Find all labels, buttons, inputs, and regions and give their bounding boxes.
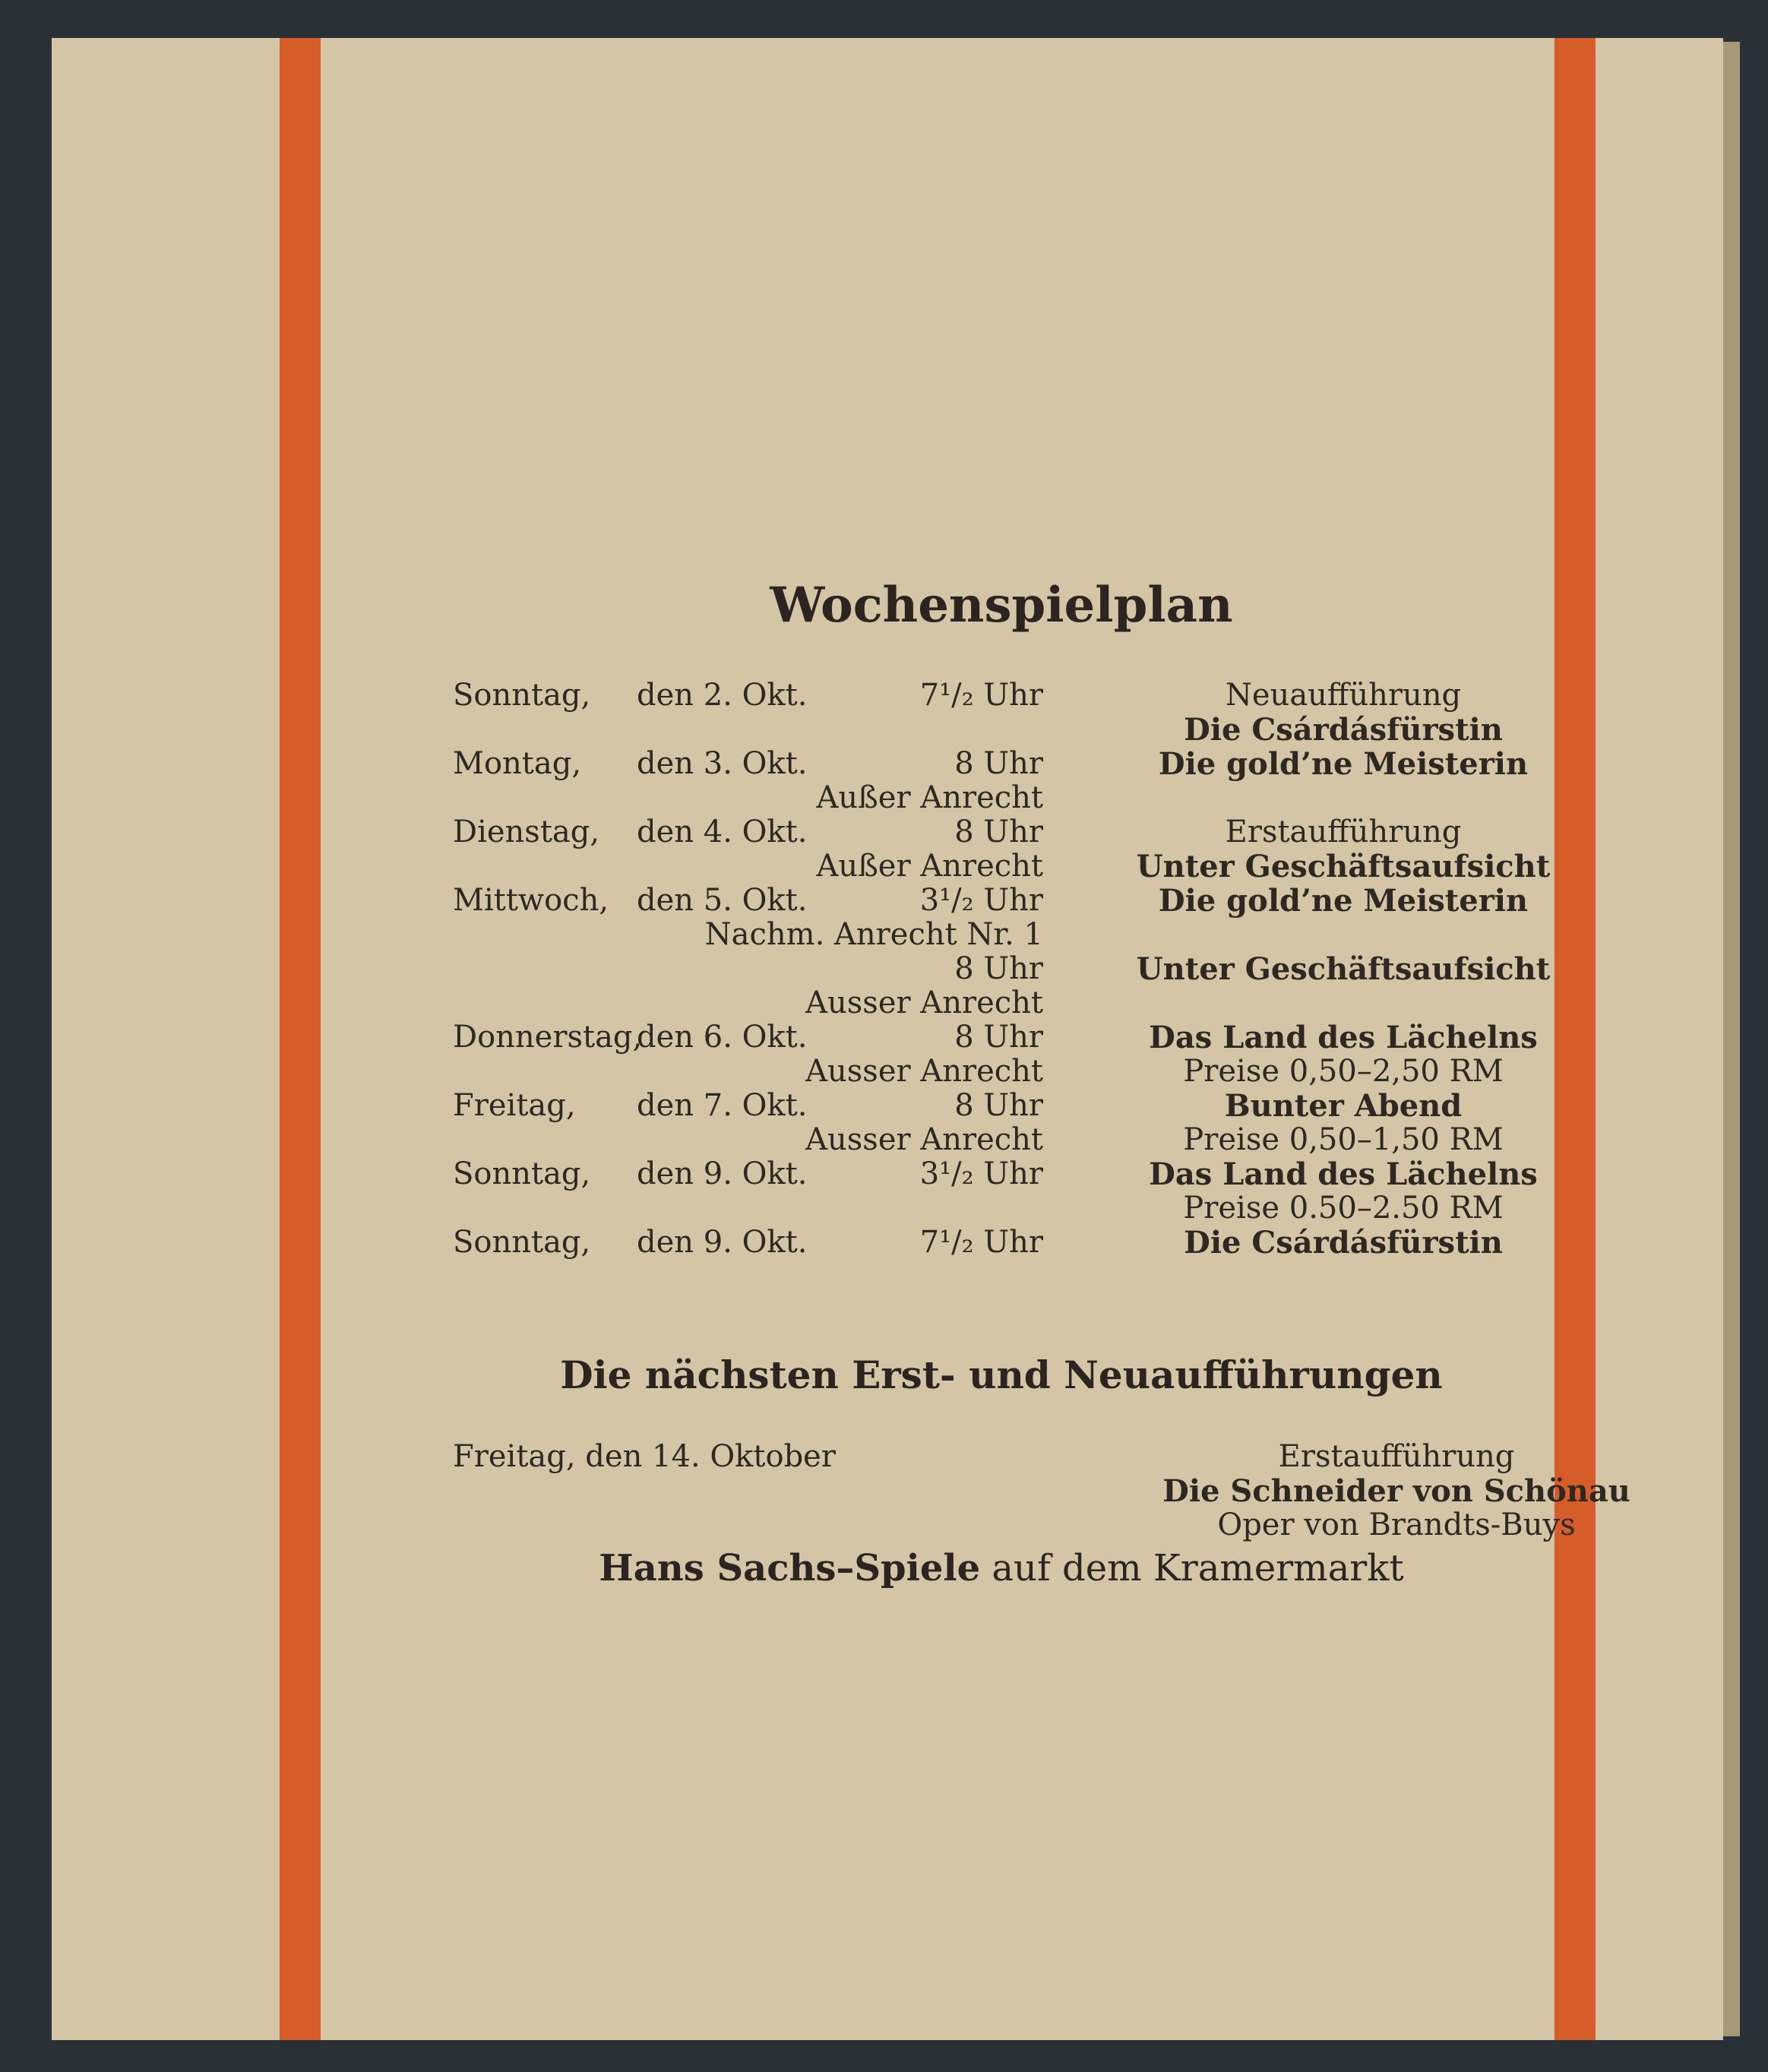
page-title: Wochenspielplan bbox=[770, 577, 1233, 634]
schedule-day: Sonntag, bbox=[453, 678, 591, 713]
section-title: Die nächsten Erst- und Neuaufführungen bbox=[560, 1352, 1443, 1397]
schedule-line bbox=[52, 1157, 1723, 1191]
schedule-day: Montag, bbox=[453, 746, 582, 781]
next-premiere-title: Die Schneider von Schönau bbox=[1162, 1473, 1630, 1509]
schedule-time: Nachm. Anrecht Nr. 1 bbox=[704, 917, 1043, 952]
schedule-time: 7¹/₂ Uhr bbox=[919, 678, 1043, 713]
schedule-title: Preise 0,50–2,50 RM bbox=[1183, 1054, 1504, 1089]
schedule-title: Preise 0.50–2.50 RM bbox=[1183, 1191, 1504, 1226]
schedule-date: den 6. Okt. bbox=[637, 1020, 808, 1055]
schedule-title: Die Csárdásfürstin bbox=[1184, 1225, 1503, 1261]
schedule-title: Die gold’ne Meisterin bbox=[1158, 883, 1529, 919]
schedule-line bbox=[52, 713, 1723, 747]
schedule-line bbox=[52, 918, 1723, 952]
schedule-day: Dienstag, bbox=[453, 815, 600, 849]
schedule-time: 3¹/₂ Uhr bbox=[919, 883, 1043, 918]
schedule-date: den 4. Okt. bbox=[637, 815, 808, 849]
schedule-time: Außer Anrecht bbox=[816, 849, 1043, 884]
schedule-title: Das Land des Lächelns bbox=[1149, 1020, 1538, 1055]
schedule-title: Die Csárdásfürstin bbox=[1184, 712, 1503, 748]
schedule-date: den 7. Okt. bbox=[637, 1088, 808, 1123]
footer-bold: Hans Sachs–Spiele bbox=[599, 1547, 981, 1590]
schedule-line bbox=[52, 1089, 1723, 1123]
schedule-line bbox=[52, 986, 1723, 1020]
schedule-time: 8 Uhr bbox=[954, 815, 1043, 849]
schedule-line bbox=[52, 781, 1723, 815]
next-premiere-date: Freitag, den 14. Oktober bbox=[453, 1439, 836, 1474]
footer-announcement bbox=[318, 1547, 1685, 1590]
schedule-date: den 5. Okt. bbox=[637, 883, 808, 918]
schedule-line bbox=[52, 679, 1723, 713]
schedule-date: den 9. Okt. bbox=[637, 1225, 808, 1260]
page-edge bbox=[1723, 42, 1740, 2036]
schedule-date: den 2. Okt. bbox=[637, 678, 808, 713]
footer-rest: auf dem Kramermarkt bbox=[992, 1547, 1404, 1590]
schedule-line bbox=[52, 1191, 1723, 1226]
schedule-time: 8 Uhr bbox=[954, 746, 1043, 781]
schedule-time: 3¹/₂ Uhr bbox=[919, 1156, 1043, 1191]
schedule-date: den 3. Okt. bbox=[637, 746, 808, 781]
schedule-time: Außer Anrecht bbox=[816, 780, 1043, 815]
schedule-line bbox=[52, 1226, 1723, 1260]
schedule-title: Preise 0,50–1,50 RM bbox=[1183, 1122, 1504, 1157]
schedule-line bbox=[52, 747, 1723, 781]
schedule-title: Die gold’ne Meisterin bbox=[1158, 746, 1529, 782]
schedule-day: Freitag, bbox=[453, 1088, 576, 1123]
schedule-title: Erstaufführung bbox=[1225, 815, 1462, 849]
schedule-title: Neuaufführung bbox=[1225, 678, 1462, 713]
schedule-time: Ausser Anrecht bbox=[805, 1122, 1043, 1157]
program-page bbox=[52, 38, 1723, 2040]
schedule-time: 8 Uhr bbox=[954, 951, 1043, 986]
schedule-line bbox=[52, 1055, 1723, 1089]
schedule-day: Donnerstag, bbox=[453, 1020, 643, 1055]
schedule-time: Ausser Anrecht bbox=[805, 985, 1043, 1020]
schedule-title: Unter Geschäftsaufsicht bbox=[1136, 951, 1551, 987]
schedule-line bbox=[52, 884, 1723, 918]
schedule-line bbox=[52, 1123, 1723, 1157]
schedule-day: Mittwoch, bbox=[453, 883, 609, 918]
schedule-day: Sonntag, bbox=[453, 1225, 591, 1260]
schedule-title: Bunter Abend bbox=[1224, 1088, 1463, 1124]
schedule-time: 7¹/₂ Uhr bbox=[919, 1225, 1043, 1260]
schedule-time: 8 Uhr bbox=[954, 1020, 1043, 1055]
schedule-line bbox=[52, 1020, 1723, 1055]
schedule-date: den 9. Okt. bbox=[637, 1156, 808, 1191]
schedule-line bbox=[52, 815, 1723, 849]
next-premiere-kind: Erstaufführung bbox=[1278, 1439, 1515, 1474]
schedule-title: Unter Geschäftsaufsicht bbox=[1136, 849, 1551, 884]
schedule-time: Ausser Anrecht bbox=[805, 1054, 1043, 1089]
schedule-time: 8 Uhr bbox=[954, 1088, 1043, 1123]
next-premiere-subtitle: Oper von Brandts-Buys bbox=[1217, 1507, 1576, 1542]
schedule-title: Das Land des Lächelns bbox=[1149, 1156, 1538, 1192]
schedule-day: Sonntag, bbox=[453, 1156, 591, 1191]
schedule-line bbox=[52, 952, 1723, 986]
schedule-line bbox=[52, 849, 1723, 884]
